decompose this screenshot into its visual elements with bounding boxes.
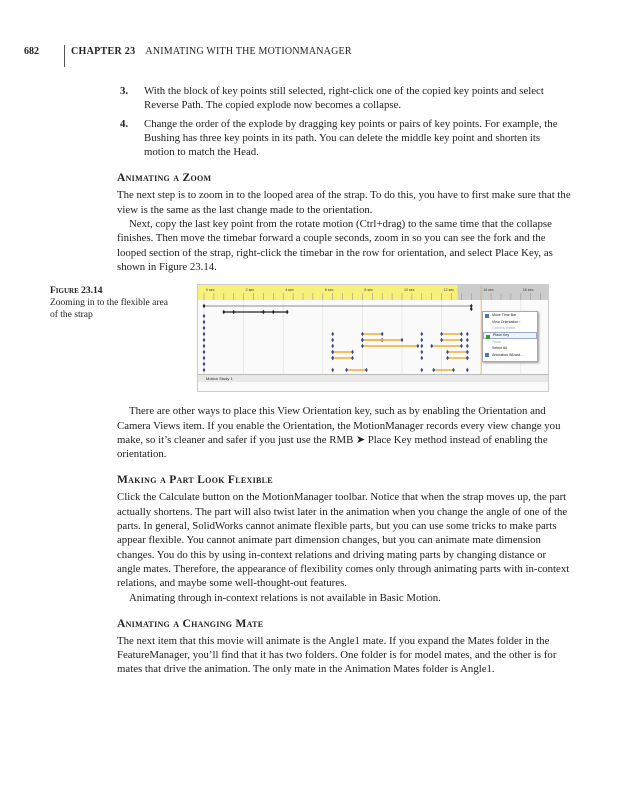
key-point (420, 350, 423, 354)
step-number: 4. (120, 117, 129, 130)
key-point (430, 344, 433, 348)
key-point (232, 310, 235, 314)
ruler-label: 0 sec (206, 288, 215, 293)
ruler-label: 4 sec (285, 288, 294, 293)
key-point (440, 332, 443, 336)
key-point (420, 344, 423, 348)
ruler-label: 6 sec (324, 288, 334, 293)
key-point (361, 332, 364, 336)
key-point (401, 338, 404, 342)
step-list (120, 84, 560, 159)
section-heading: Animating a Zoom (117, 172, 212, 185)
key-point (272, 310, 275, 314)
motion-study-tab-bar (198, 374, 548, 382)
text-column (50, 84, 572, 677)
key-point (470, 307, 473, 311)
key-point (203, 362, 206, 366)
ruler-label: 10 sec (404, 288, 415, 293)
paragraph: Next, copy the last key point from the rotate motion (Ctrl+drag) to the same time that the collapse finishes. Then move the timebar forward a couple seconds, zoom in so you can see the fork and the looped section of the strap, right-click the timebar in the row for orientation, and select Place Key, as shown in Figure 23.14. (117, 218, 553, 273)
key-point (420, 356, 423, 360)
figure-label: Figure 23.14 (50, 286, 103, 297)
ruler-label: 2 sec (245, 288, 255, 293)
key-point (331, 368, 334, 372)
key-point (203, 314, 206, 318)
menu-item[interactable]: Animation Wizard... (483, 352, 537, 359)
key-point (452, 368, 455, 372)
key-point (365, 368, 368, 372)
figure-caption (50, 285, 178, 321)
header-divider (64, 45, 65, 67)
ruler-label: 8 sec (364, 288, 373, 293)
key-point (420, 368, 423, 372)
menu-item[interactable]: Move Time Bar (483, 312, 537, 319)
figure-block (50, 284, 572, 392)
key-point (420, 338, 423, 342)
chapter-title: ANIMATING WITH THE MOTIONMANAGER (145, 45, 352, 57)
key-point (466, 356, 469, 360)
section-body (117, 404, 572, 461)
key-point (203, 338, 206, 342)
key-point (203, 344, 206, 348)
menu-item[interactable]: Camera Views (492, 326, 516, 331)
key-point (466, 338, 469, 342)
key-point (420, 332, 423, 336)
key-point (466, 344, 469, 348)
step-text: With the block of key points still selected, right-click one of the copied key points and select Reverse Path. The copied explode now becomes a collapse. (144, 85, 544, 112)
figure-caption-text: Zooming in to the flexible area of the strap (50, 298, 168, 321)
key-point (440, 338, 443, 342)
motion-study-tab[interactable]: Motion Study 1 (206, 376, 233, 382)
key-point (466, 350, 469, 354)
key-point (203, 320, 206, 324)
paragraph: The next item that this movie will animate is the Angle1 mate. If you expand the Mates folder in the FeatureManager, you’ll find that it has two folders. One folder is for model mates, and the other is for mates that drive the animation. The only mate in the Animation Mates folder is Angle1. (117, 634, 557, 676)
step-number: 3. (120, 85, 129, 97)
key-point (466, 368, 469, 372)
paragraph: The next step is to zoom in to the looped area of the strap. To do this, you have to first make sure that the view is the same as the last change made to the orientation. (117, 189, 571, 216)
key-point (203, 332, 206, 336)
key-point (351, 350, 354, 354)
key-point (416, 344, 419, 348)
ruler-label: 14 sec (483, 288, 494, 293)
paragraph: There are other ways to place this View Orientation key, such as by enabling the Orientation and Camera Views item. If you enable the Orientation, the MotionManager records every view change you make, so it’s cleaner and safer if you just use the RMB ➤ Place Key method instead of enabling the orientation. (117, 405, 561, 461)
figure-timeline-screenshot (197, 284, 549, 392)
key-point (203, 350, 206, 354)
key-point (460, 338, 463, 342)
menu-item[interactable]: Select All (492, 346, 507, 351)
key-point (432, 368, 435, 372)
section-body (117, 490, 572, 604)
section-body (117, 634, 572, 677)
key-point (381, 332, 384, 336)
key-point (331, 338, 334, 342)
section-body (117, 188, 572, 274)
step-text: Change the order of the explode by dragging key points or pairs of key points. For example, the Bushing has three key points in its path. You can delete the middle key point and shorten its motion to match the Head. (144, 117, 558, 159)
key-point (345, 368, 348, 372)
key-point (203, 326, 206, 330)
key-point (203, 304, 206, 308)
section-heading: Animating a Changing Mate (117, 617, 264, 630)
key-point (262, 310, 265, 314)
key-point (446, 356, 449, 360)
key-point (286, 310, 289, 314)
key-point (351, 356, 354, 360)
section-heading: Making a Part Look Flexible (117, 474, 273, 487)
key-point (331, 344, 334, 348)
key-point (361, 338, 364, 342)
ruler-label: 16 sec (522, 288, 534, 293)
key-point (466, 332, 469, 336)
menu-item-place-key[interactable]: Place Key (483, 332, 537, 339)
paragraph: Click the Calculate button on the MotionManager toolbar. Notice that when the strap moves up, the part actually shortens. The part will also twist later in the animation when you change the angle of one of the parts. In general, SolidWorks cannot animate flexible parts, but you can use some tricks to make parts appear flexible. You cannot animate part dimension changes, but you can animate mate dimension changes. You do this by using in-context relations and driving mating parts by changing distance or angle mates. Therefore, the appearance of flexibility comes only through animating parts with in-context relations, and maybe some well-thought-out features. (117, 491, 570, 590)
context-menu (482, 311, 538, 362)
paragraph: Animating through in-context relations is not available in Basic Motion. (129, 591, 441, 604)
key-point (331, 356, 334, 360)
key-point (331, 350, 334, 354)
page-number: 682 (24, 45, 39, 57)
ruler-label: 12 sec (443, 288, 455, 293)
key-point (203, 356, 206, 360)
key-point (331, 332, 334, 336)
key-point (446, 350, 449, 354)
move-time-bar-icon (485, 314, 489, 318)
key-point (460, 332, 463, 336)
step-item (120, 117, 560, 160)
chapter-label: CHAPTER 23 (71, 45, 136, 57)
key-point (460, 344, 463, 348)
menu-item[interactable]: Paste (492, 339, 502, 344)
key-point (222, 310, 225, 314)
step-item (120, 84, 560, 113)
wizard-icon (485, 353, 489, 357)
menu-item[interactable]: View Orientation › (492, 319, 521, 324)
key-point (361, 344, 364, 348)
running-header (24, 35, 352, 67)
key-point (203, 368, 206, 372)
